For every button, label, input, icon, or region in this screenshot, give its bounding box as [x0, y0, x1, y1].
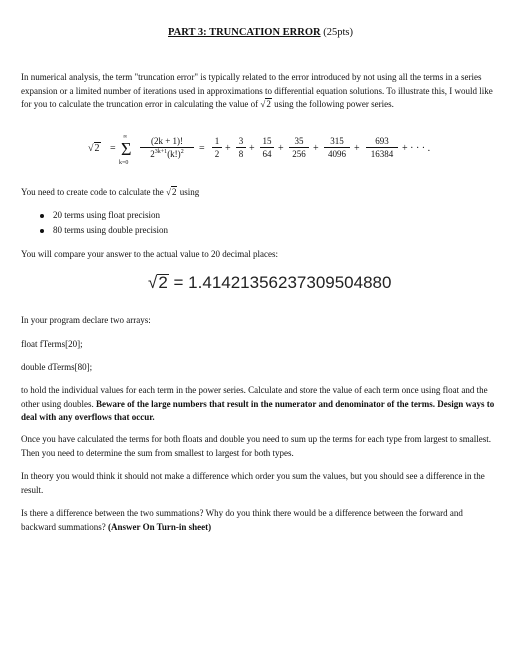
double-declaration: double dTerms[80];	[21, 362, 93, 372]
term-2: 3 8	[236, 136, 246, 159]
plus-3: +	[278, 143, 284, 154]
hold-paragraph: to hold the individual values for each term in the power series. Calculate and store the value of each term once using float and the other using doubles. Beware of the large numbers that result in the numerator and denominator of the terms. Design ways to deal with any overflows that occur.	[21, 385, 495, 423]
sum-upper: ∞	[123, 134, 128, 140]
term-4: 35 256	[289, 136, 309, 159]
bullet-icon	[40, 229, 44, 233]
power-series-equation	[88, 134, 468, 170]
once-paragraph: Once you have calculated the terms for both floats and double you need to sum up the terms for each type from largest to smallest. Then you need to determine the sum from smallest to largest for both types.	[21, 434, 491, 458]
declare-text: In your program declare two arrays:	[21, 315, 151, 325]
eq-equals-2: =	[199, 143, 205, 154]
plus-2: +	[249, 143, 255, 154]
plus-5: +	[354, 143, 360, 154]
list-item: 20 terms using float precision	[40, 208, 168, 223]
term-3: 15 64	[260, 136, 274, 159]
title-points: (25pts)	[320, 27, 353, 38]
code-intro: You need to create code to calculate the √2 using	[21, 186, 499, 200]
page-title	[0, 27, 521, 38]
term-5: 315 4096	[324, 136, 350, 159]
eq-ellipsis: + · · · .	[402, 143, 431, 154]
plus-4: +	[313, 143, 319, 154]
float-declaration: float fTerms[20];	[21, 339, 83, 349]
compare-text: You will compare your answer to the actual value to 20 decimal places:	[21, 249, 279, 259]
intro-sqrt: √2	[260, 99, 271, 110]
sum-symbol: Σ	[121, 139, 132, 159]
eq-equals: =	[110, 143, 116, 154]
term-6: 693 16384	[366, 136, 398, 159]
question-paragraph: Is there a difference between the two summations? Why do you think there would be a difference between the forward and backward summations? (Answer On Turn-in sheet)	[21, 508, 463, 532]
theory-paragraph: In theory you would think it should not make a difference which order you sum the values, but you should see a difference in the result.	[21, 471, 485, 495]
intro-text: In numerical analysis, the term "truncation error" is typically related to the error introduced by not using all the terms in a series expansion or a limited number of iterations used in approximations to differential equation solutions. To illustrate this, I would like for you to calculate the truncation error in calculating the value of	[21, 72, 493, 110]
eq-lhs: √2	[88, 143, 100, 154]
list-item: 80 terms using double precision	[40, 223, 168, 238]
actual-value: √2 = 1.41421356237309504880	[148, 273, 392, 292]
title-main: PART 3: TRUNCATION ERROR	[168, 27, 321, 38]
sum-lower: k=0	[119, 160, 129, 166]
general-term: (2k + 1)! $2^{3k+1}(k!)^2$	[140, 136, 194, 159]
intro-tail: using the following power series.	[271, 99, 394, 110]
code-intro-sqrt: √2	[166, 187, 177, 197]
intro-paragraph	[21, 71, 499, 112]
bullet-icon	[40, 214, 44, 218]
term-1: 1 2	[212, 136, 222, 159]
plus-1: +	[225, 143, 231, 154]
requirements-list	[40, 208, 168, 238]
